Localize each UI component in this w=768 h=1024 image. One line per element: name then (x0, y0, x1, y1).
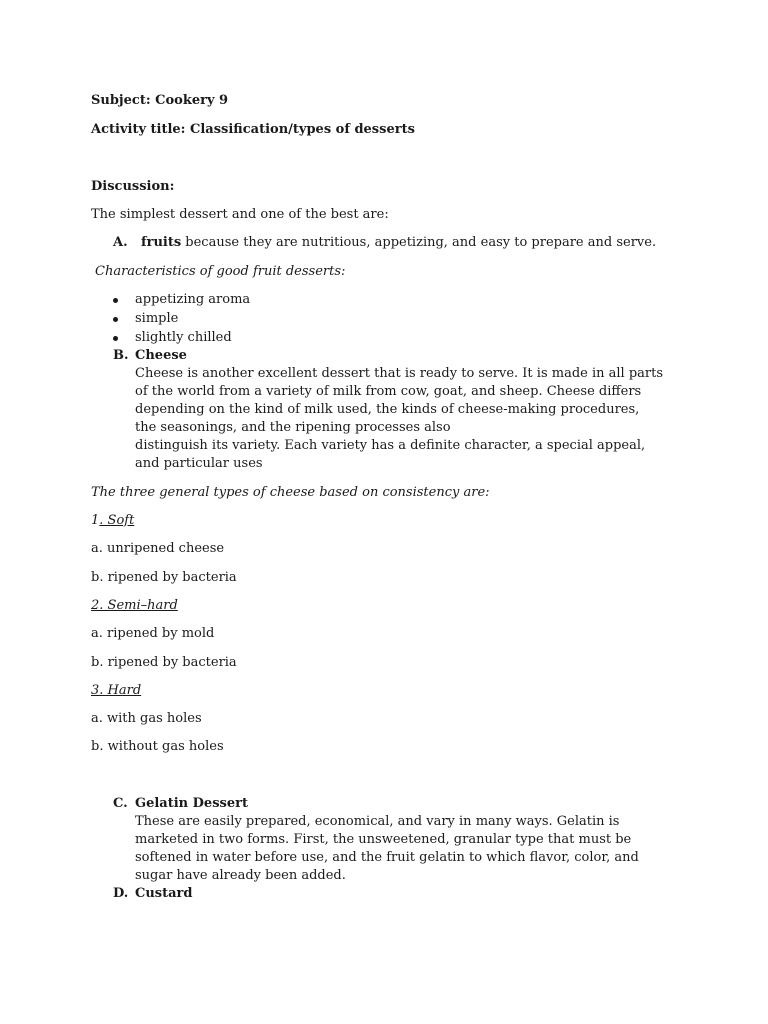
paragraph-line: marketed in two forms. First, the unsweetened, granular type that must be (135, 832, 632, 847)
bullet-icon (113, 317, 118, 322)
bullet-icon (113, 298, 118, 303)
cheese-type-item: a. ripened by mold (91, 626, 215, 641)
paragraph-line: softened in water before use, and the fruit gelatin to which flavor, color, and (135, 850, 639, 865)
cheese-type-heading: 2. Semi–hard (91, 598, 178, 613)
fruit-characteristics-heading: Characteristics of good fruit desserts: (95, 264, 346, 279)
characteristic-item: slightly chilled (135, 330, 232, 345)
cheese-type-item: a. unripened cheese (91, 541, 225, 556)
cheese-type-heading (91, 512, 134, 530)
cheese-type-number: 1 (91, 513, 100, 528)
gelatin-paragraph (135, 813, 695, 885)
cheese-types-heading: The three general types of cheese based on consistency are: (91, 485, 490, 500)
section-d-title: Custard (135, 886, 193, 901)
section-c-title: Gelatin Dessert (135, 796, 248, 811)
paragraph-line: These are easily prepared, economical, and vary in many ways. Gelatin is (135, 814, 620, 829)
section-a-line (141, 234, 656, 252)
discussion-heading: Discussion: (91, 179, 175, 194)
cheese-type-name: . Soft (99, 513, 135, 528)
cheese-type-heading: 3. Hard (91, 683, 142, 698)
paragraph-line: and particular uses (135, 456, 263, 471)
characteristic-item: appetizing aroma (135, 292, 251, 307)
cheese-type-item: b. without gas holes (91, 739, 224, 754)
paragraph-line: distinguish its variety. Each variety has a definite character, a special appeal, (135, 438, 646, 453)
section-d-marker: D. (113, 886, 129, 901)
section-c-marker: C. (113, 796, 128, 811)
paragraph-line: of the world from a variety of milk from cow, goat, and sheep. Cheese differs (135, 384, 642, 399)
cheese-type-item: b. ripened by bacteria (91, 570, 237, 585)
activity-title: Activity title: Classification/types of desserts (91, 122, 415, 137)
discussion-intro: The simplest dessert and one of the best are: (91, 207, 389, 222)
section-a-marker: A. (113, 235, 128, 250)
paragraph-line: the seasonings, and the ripening processes also (135, 420, 451, 435)
paragraph-line: depending on the kind of milk used, the kinds of cheese-making procedures, (135, 402, 640, 417)
bullet-icon (113, 336, 118, 341)
section-b-title: Cheese (135, 348, 187, 363)
cheese-type-item: b. ripened by bacteria (91, 655, 237, 670)
section-a-term: fruits (141, 235, 182, 250)
characteristic-item: simple (135, 311, 179, 326)
section-a-text: because they are nutritious, appetizing, and easy to prepare and serve. (181, 235, 657, 250)
cheese-type-item: a. with gas holes (91, 711, 202, 726)
section-b-marker: B. (113, 348, 129, 363)
subject-line: Subject: Cookery 9 (91, 93, 229, 108)
paragraph-line: Cheese is another excellent dessert that is ready to serve. It is made in all parts (135, 366, 664, 381)
paragraph-line: sugar have already been added. (135, 868, 346, 883)
cheese-paragraph (135, 365, 695, 473)
